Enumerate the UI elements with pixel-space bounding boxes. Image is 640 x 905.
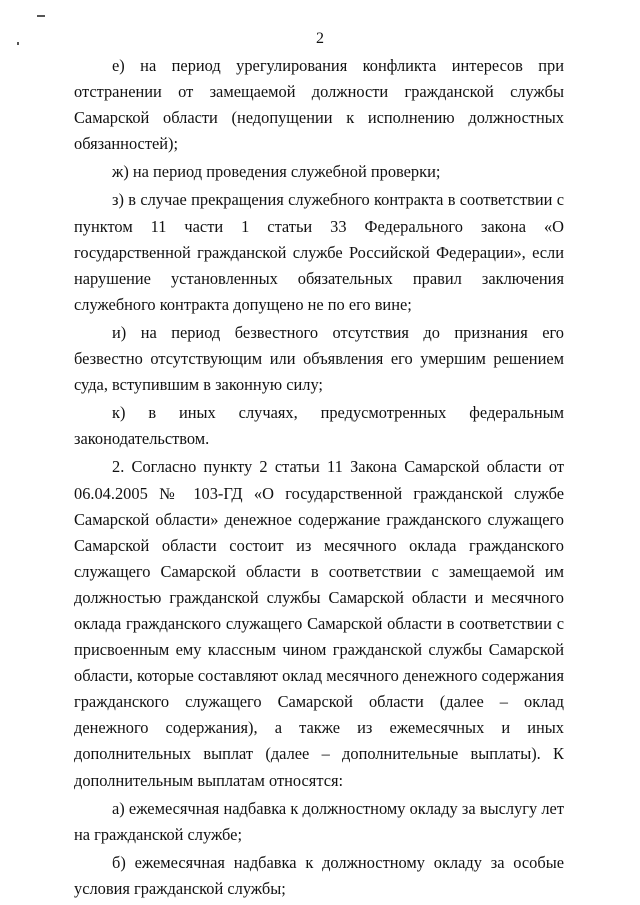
paragraph-k: к) в иных случаях, предусмотренных федеральным законодательством. [74, 403, 564, 449]
paragraph-e: е) на период урегулирования конфликта интересов при отстранении от замещаемой должности гражданской службы Самарской области (недопущении к исполнению должностных обязанностей); [74, 56, 564, 154]
paragraph-2: 2. Согласно пункту 2 статьи 11 Закона Самарской области от 06.04.2005 № 103-ГД «О государственной гражданской службе Самарской области» денежное содержание гражданского служащего Самарской области состоит из месячного оклада гражданского служащего Самарской области в соответствии с замещаемой им должностью гражданской службы Самарской области и месячного оклада гражданского служащего Самарской области в соответствии с присвоенным ему классным чином гражданской службы Самарской области, которые составляют оклад месячного денежного содержания гражданского служащего Самарской области (далее – оклад денежного содержания), а также из ежемесячных и иных дополнительных выплат (далее – дополнительные выплаты). К дополнительным выплатам относятся: [74, 457, 564, 790]
paragraph-zh: ж) на период проведения служебной проверки; [112, 162, 441, 182]
document-body [74, 53, 564, 904]
page-number: 2 [316, 30, 324, 47]
paragraph-a: а) ежемесячная надбавка к должностному окладу за выслугу лет на гражданской службе; [74, 798, 564, 844]
scan-artifact-mark [37, 15, 45, 17]
paragraph-z: з) в случае прекращения служебного контракта в соответствии с пунктом 11 части 1 статьи 33 Федерального закона «О государственной гражданской службе Российской Федерации», если нарушение установленных обязательных правил заключения служебного контракта допущено не по его вине; [74, 190, 564, 314]
paragraph-b: б) ежемесячная надбавка к должностному окладу за особые условия гражданской службы; [74, 852, 564, 898]
paragraph-i: и) на период безвестного отсутствия до признания его безвестно отсутствующим или объявления его умершим решением суда, вступившим в законную силу; [74, 322, 564, 395]
